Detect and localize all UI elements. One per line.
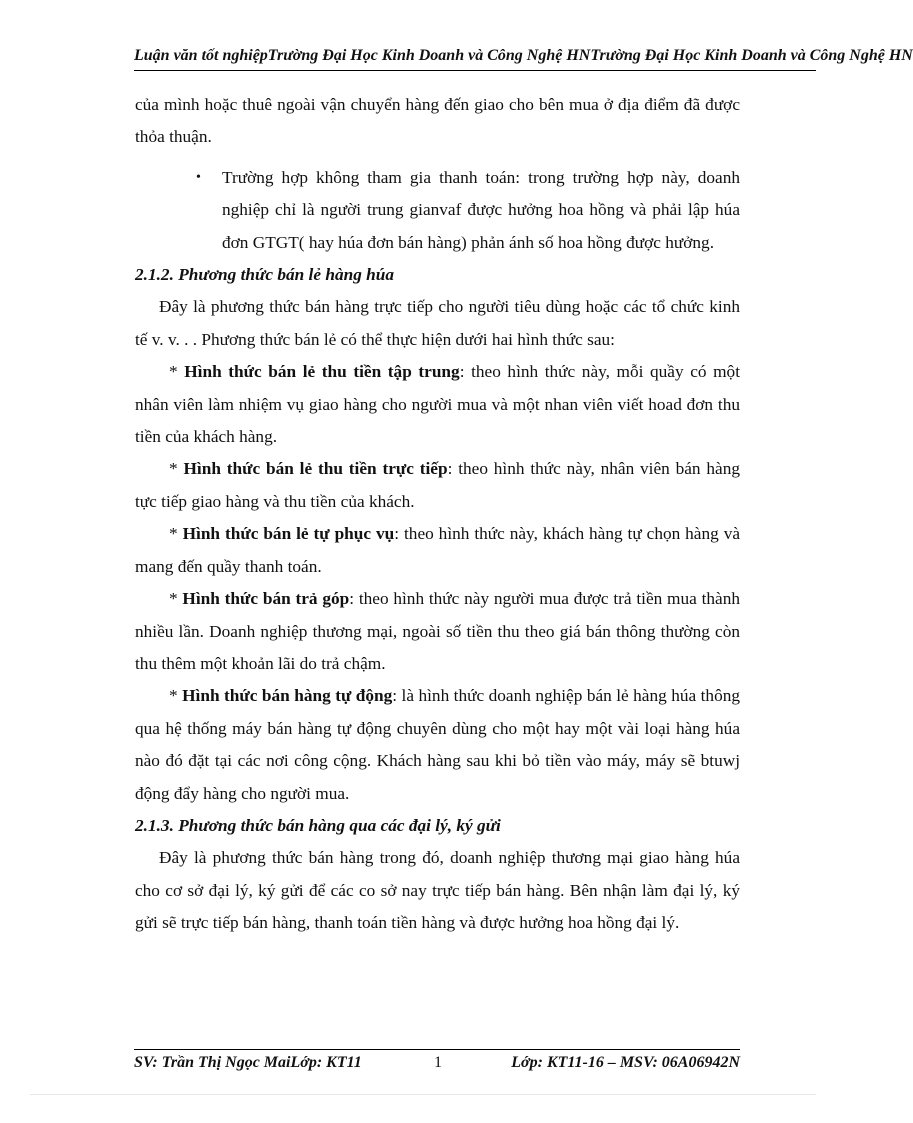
item-text: : theo hình thức này, mỗi quầy có một nhân viên làm nhiệm vụ giao hàng cho người mua và một nhan viên viết hoad đơn thu tiền của khách hàng.: [135, 362, 740, 447]
item-text: : theo hình thức này, nhân viên bán hàng tực tiếp giao hàng và thu tiền của khách.: [135, 459, 740, 511]
item-title: Hình thức bán lẻ thu tiền tập trung: [184, 362, 460, 382]
document-body: [135, 89, 740, 940]
item-text: : theo hình thức này, khách hàng tự chọn hàng và mang đến quầy thanh toán.: [135, 524, 741, 576]
item-title: Hình thức bán lẻ tự phục vụ: [182, 524, 395, 544]
retail-form-item: [135, 356, 740, 453]
header-rule: [134, 70, 816, 71]
bullet-item: [196, 162, 740, 259]
section-heading-2-1-2: 2.1.2. Phương thức bán lẻ hàng húa: [135, 265, 395, 285]
item-title: Hình thức bán lẻ thu tiền trực tiếp: [183, 459, 448, 479]
footer-rule: [134, 1049, 740, 1050]
page-bottom-edge: [30, 1094, 816, 1095]
retail-form-item: [135, 453, 740, 518]
section-heading-2-1-3: 2.1.3. Phương thức bán hàng qua các đại lý, ký gửi: [135, 815, 501, 835]
running-header: Luận văn tốt nghiệpTrường Đại Học Kinh Doanh và Công Nghệ HNTrường Đại Học Kinh Doanh và Công Nghệ HN: [134, 47, 913, 64]
retail-form-item: [135, 583, 740, 680]
paragraph-agency: Đây là phương thức bán hàng trong đó, doanh nghiệp thương mại giao hàng húa cho cơ sở đại lý, ký gửi để các co sở nay trực tiếp bán hàng. Bên nhận làm đại lý, ký gửi sẽ trực tiếp bán hàng, thanh toán tiền hàng và được hưởng hoa hồng đại lý.: [135, 848, 740, 933]
item-title: Hình thức bán trả góp: [182, 589, 350, 609]
item-prefix: *: [169, 686, 183, 706]
bullet-dot-icon: •: [196, 169, 201, 185]
item-prefix: *: [169, 459, 184, 479]
retail-form-item: [135, 518, 740, 583]
item-text: : theo hình thức này người mua được trả tiền mua thành nhiều lần. Doanh nghiệp thương mại, ngoài số tiền thu theo giá bán thông thường còn thu thêm một khoản lãi do trả chậm.: [135, 589, 740, 673]
footer-student: SV: Trần Thị Ngọc MaiLớp: KT11: [134, 1054, 362, 1071]
page-number: 1: [434, 1054, 442, 1071]
item-text: : là hình thức doanh nghiệp bán lẻ hàng húa thông qua hệ thống máy bán hàng tự động chuyên dùng cho một hay một vài loại hàng húa nào đó đặt tại các nơi công cộng. Khách hàng sau khi bỏ tiền vào máy, máy sẽ btuwj động đẩy hàng cho người mua.: [135, 686, 740, 803]
running-footer: [134, 1054, 740, 1078]
item-prefix: *: [169, 589, 183, 609]
item-prefix: *: [169, 362, 185, 382]
paragraph-continuation: của mình hoặc thuê ngoài vận chuyển hàng đến giao cho bên mua ở địa điểm đã được thỏa thuận.: [135, 95, 740, 147]
paragraph-intro-retail: Đây là phương thức bán hàng trực tiếp cho người tiêu dùng hoặc các tổ chức kinh tế v. v. . . Phương thức bán lẻ có thể thực hiện dưới hai hình thức sau:: [135, 297, 740, 349]
item-title: Hình thức bán hàng tự động: [182, 686, 393, 706]
retail-form-item: [135, 680, 740, 810]
bullet-text: Trường hợp không tham gia thanh toán: trong trường hợp này, doanh nghiệp chỉ là người trung gianvaf được hưởng hoa hồng và phải lập húa đơn GTGT( hay húa đơn bán hàng) phản ánh số hoa hồng được hưởng.: [222, 167, 740, 252]
item-prefix: *: [169, 524, 183, 544]
footer-class-id: Lớp: KT11-16 – MSV: 06A06942N: [511, 1054, 740, 1071]
